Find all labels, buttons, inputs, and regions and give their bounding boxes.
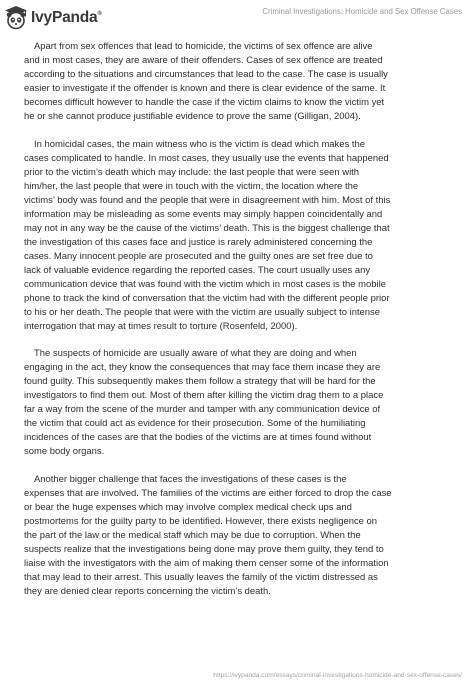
text-line: the part of the law or the medical staff which may be due to corruption. When the [24, 529, 361, 541]
text-line: information may be misleading as some events may simply happen coincidentally and [24, 208, 383, 220]
text-line: incidences of the cases are that the bodies of the victims are at times found without [24, 432, 372, 443]
text-line: engaging in the act, they know the consequences that may face them incase they are [24, 362, 381, 373]
text-line: phone to track the kind of conversation that the victim had with the different people prior [24, 292, 390, 304]
text-line: suspects realize that the investigations being done may prove them guilty, they tend to [24, 543, 384, 555]
paragraph-3 [24, 347, 455, 459]
text-line: lack of valuable evidence regarding the reported cases. The court usually uses any [24, 264, 371, 276]
paragraph-4 [24, 473, 455, 599]
text-line: cases complicated to handle. In most cases, they usually use the events that happened [24, 152, 389, 164]
text-line: In homicidal cases, the main witness who is the victim is dead which makes the [34, 138, 365, 150]
text-line: becomes difficult however to handle the case if the victim claims to know the victim yet [24, 97, 385, 108]
text-line: far a way from the scene of the murder and tamper with any communication device of [24, 404, 381, 415]
text-line: victims’ body was found and the people that were in disagreement with him. Most of this [24, 194, 391, 206]
registered-mark: ® [97, 11, 102, 17]
text-line: postmortems for the guilty party to be identified. However, there exists negligence on [24, 515, 378, 527]
text-line: that may lead to their arrest. This usually leaves the family of the victim distressed as [24, 571, 378, 583]
text-line: The suspects of homicide are usually aware of what they are doing and when [34, 348, 357, 359]
text-line: easier to investigate if the offender is known and there is clear evidence of the same. It [24, 83, 386, 94]
text-line: they are denied clear reports concerning the victim’s death. [24, 585, 271, 597]
text-line: the victim that could act as evidence for their prosecution. Some of the humiliating [24, 418, 366, 429]
text-line: and in most cases, they are aware of their offenders. Cases of sex offence are treated [24, 55, 383, 66]
text-line: interrogation that may at times result to torture (Rosenfeld, 2000). [24, 320, 298, 332]
text-line: prior to the victim’s death which may include: the last people that were seen with [24, 166, 360, 178]
panda-graduate-icon [4, 5, 28, 31]
text-line: expenses that are involved. The families of the victims are either forced to drop the case [24, 487, 392, 499]
paragraph-1 [24, 40, 455, 124]
text-line: the investigation of this cases face and justice is rarely administered concerning the [24, 236, 373, 248]
page-header [0, 0, 474, 38]
paragraph-2 [24, 138, 455, 334]
text-line: found guilty. This subsequently makes them follow a strategy that will be hard for the [24, 376, 376, 387]
brand-logo[interactable] [4, 4, 102, 32]
brand-name: IvyPanda® [31, 9, 102, 26]
text-line: he or she cannot produce justifiable evidence to prove the same (Gilligan, 2004). [24, 111, 361, 122]
text-line: to his or her death. The people that were with the victim are usually subject to intense [24, 306, 381, 318]
text-line: liaise with the investigators with the aim of making them censer some of the information [24, 557, 389, 569]
text-line: or bear the huge expenses which may involve complex medical check ups and [24, 501, 352, 513]
text-line: him/her, the last people that were in touch with the victim, the location where the [24, 180, 359, 192]
text-line: investigators to find them out. Most of them after killing the victim drag them to a place [24, 390, 384, 401]
text-line: some body organs. [24, 446, 105, 457]
text-line: may not in any way be the cause of the victims’ death. This is the biggest challenge that [24, 222, 390, 234]
text-line: Apart from sex offences that lead to homicide, the victims of sex offence are alive [34, 41, 373, 52]
source-url-link[interactable]: https://ivypanda.com/essays/criminal-investigations-homicide-and-sex-offense-cases/ [213, 672, 462, 679]
text-line: Another bigger challenge that faces the investigations of these cases is the [34, 473, 347, 485]
text-line: cases. Many innocent people are prosecuted and the guilty ones are set free due to [24, 250, 373, 262]
document-title: Criminal Investigations: Homicide and Sex Offense Cases [262, 7, 462, 16]
text-line: according to the situations and circumstances that lead to the case. The case is usually [24, 69, 388, 80]
essay-body [24, 40, 455, 612]
text-line: communication device that was found with the victim which in most cases is the mobile [24, 278, 386, 290]
